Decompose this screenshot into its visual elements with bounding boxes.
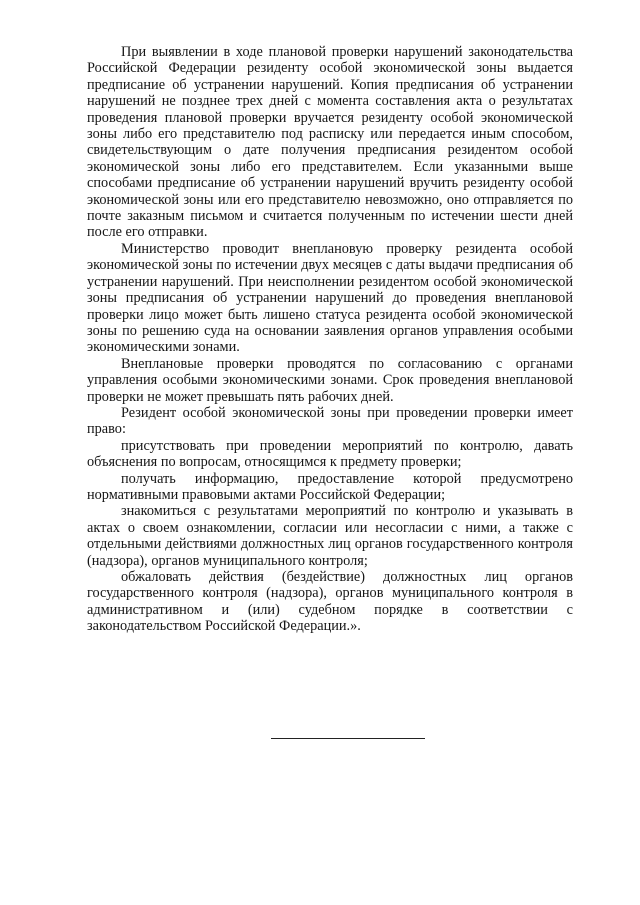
paragraph-resident-rights: Резидент особой экономической зоны при проведении проверки имеет право: <box>87 404 573 438</box>
paragraph-unscheduled-inspection: Министерство проводит внеплановую проверку резидента особой экономической зоны по истечении двух месяцев с даты выдачи предписания об устранении нарушений. При неисполнении резидентом особой экономической зоны предписания об устранении нарушений до проведения внеплановой проверки лицо может быть лишено статуса резидента особой экономической зоны по решению суда на основании заявления органов управления особыми экономическими зонами. <box>87 240 573 356</box>
paragraph-right-attend: присутствовать при проведении мероприятий по контролю, давать объяснения по вопросам, относящимся к предмету проверки; <box>87 437 573 471</box>
paragraph-right-information: получать информацию, предоставление которой предусмотрено нормативными правовыми актами Российской Федерации; <box>87 470 573 503</box>
paragraph-violation-order: При выявлении в ходе плановой проверки нарушений законодательства Российской Федерации резиденту особой экономической зоны выдается предписание об устранении нарушений. Копия предписания об устранении нарушений не позднее трех дней с момента составления акта о результатах проведения плановой проверки вручается резиденту особой экономической зоны либо его представителю под расписку или передается иным способом, свидетельствующим о дате получения предписания резидентом особой экономической зоны либо его представителем. Если указанными выше способами предписание об устранении нарушений вручить резиденту особой экономической зоны или его представителю невозможно, оно отправляется по почте заказным письмом и считается полученным по истечении шести дней после его отправки. <box>87 44 573 241</box>
paragraph-inspection-approval: Внеплановые проверки проводятся по согласованию с органами управления особыми экономическими зонами. Срок проведения внеплановой проверки не может превышать пять рабочих дней. <box>87 355 573 405</box>
paragraph-right-review-results: знакомиться с результатами мероприятий по контролю и указывать в актах о своем ознакомлении, согласии или несогласии с ними, а также с отдельными действиями должностных лиц органов государственного контроля (надзора), органов муниципального контроля; <box>87 503 573 569</box>
paragraph-right-appeal: обжаловать действия (бездействие) должностных лиц органов государственного контроля (надзора), органов муниципального контроля в административном и (или) судебном порядке в соответствии с законодательством Российской Федерации.». <box>87 569 573 635</box>
closing-divider <box>271 738 425 739</box>
document-body <box>87 44 573 635</box>
